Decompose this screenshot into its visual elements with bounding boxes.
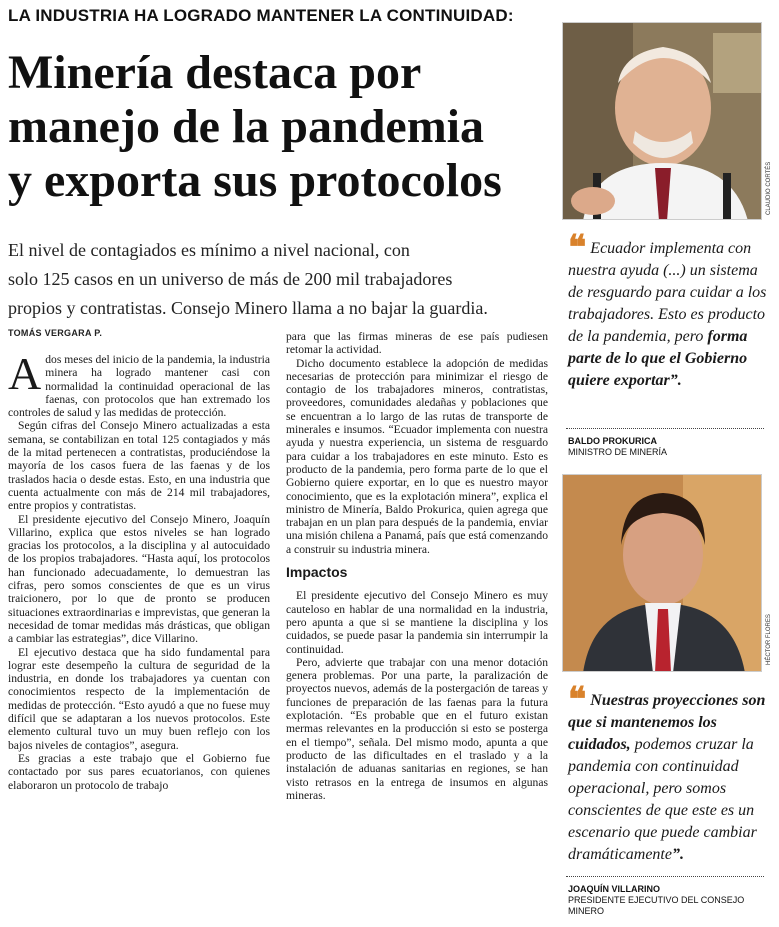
quote-text: Ecuador implementa con nuestra ayuda (...) un sistema de resguardo para cuidar a los trabajadores. Esto es producto de la pandemia, pero bbox=[568, 240, 767, 345]
quote-end: ”. bbox=[669, 372, 682, 389]
drop-cap: A bbox=[8, 348, 42, 399]
body-paragraph: Dicho documento establece la adopción de medidas necesarias de protección para minimizar el riesgo de contagio de los trabajadores mineros, contratistas, proveedores, comunidades aledañas y poblaciones que se encuentran a lo largo de las rutas de transporte de minerales e insumos. “Ecuador implementa con nuestra ayuda y nuestra experiencia, un sistema de resguardo para cuidar a los trabajadores en este minuto. Esto es producto de la pandemia, pero forma parte de lo que el Gobierno quiere exportar, en lo que es nuestro mayor conocimiento, que es la explotación minera”, explica el ministro de Minería, Baldo Prokurica, quien agrega que trabajan en un plan para después de la pandemia, enviar una misión chilena a Panamá, país que está comenzando a construir su industria minera. bbox=[286, 356, 548, 556]
headline-line: Minería destaca por bbox=[8, 46, 422, 99]
quote-attribution bbox=[568, 436, 667, 458]
quote-author-role: MINISTRO DE MINERÍA bbox=[568, 447, 668, 457]
quote-emphasis: Nuestras proyecciones son que si mantenemos los cuidados, bbox=[568, 692, 766, 753]
body-paragraph: Es gracias a este trabajo que el Gobierno fue contactado por sus pares ecuatorianos, con quienes elaboraron un protocolo de trabajo bbox=[8, 751, 270, 792]
deck-line: solo 125 casos en un universo de más de 200 mil trabajadores bbox=[8, 269, 453, 289]
body-column-right bbox=[286, 330, 548, 802]
photo-credit: HÉCTOR FLORES bbox=[766, 614, 772, 665]
body-paragraph: Según cifras del Consejo Minero actualizadas a esta semana, se contabilizan en total 125 contagiados y más de la mitad pertenecen a contratistas, produciéndose la mayoría de los casos fuera de las faenas y de los traslados hacia o desde estas. Esto, en una industria que cuenta actualmente con más de 214 mil trabajadores, entre propios y contratistas. bbox=[8, 419, 270, 513]
divider bbox=[566, 876, 764, 877]
body-paragraph: El presidente ejecutivo del Consejo Minero, Joaquín Villarino, explica que estos niveles se han logrado gracias los protocolos, a la disciplina y al autocuidado de los propios trabajadores. “Hasta aquí, los protocolos han funcionado adecuadamente, lo demuestran las cifras, pero somos conscientes de que es un virus traicionero, por lo que de pronto se producen situaciones extraordinarias e imprevistas, que generan la necesidad de tomar medidas más drásticas, que obligan a cambiar las estrategias”, dice Villarino. bbox=[8, 512, 270, 646]
quote-author: BALDO PROKURICA bbox=[568, 436, 657, 446]
headline-line: manejo de la pandemia bbox=[8, 100, 485, 153]
deck-line: propios y contratistas. Consejo Minero llama a no bajar la guardia. bbox=[8, 298, 488, 318]
quote-end: ”. bbox=[671, 846, 684, 863]
portrait-illustration bbox=[563, 23, 762, 220]
photo-credit: CLAUDIO CORTÉS bbox=[766, 161, 772, 215]
quote-mark-icon: ❝ bbox=[568, 680, 587, 720]
body-paragraph: para que las firmas mineras de ese país pudiesen retomar la actividad. bbox=[286, 330, 548, 357]
body-paragraph bbox=[8, 348, 270, 420]
portrait-illustration bbox=[563, 475, 762, 672]
body-column-left bbox=[8, 348, 270, 792]
quote-text: podemos cruzar la pandemia con continuidad operacional, pero somos conscientes de que este es un escenario que puede cambiar dramáticamente bbox=[568, 736, 757, 863]
quote-emphasis: forma parte de lo que el Gobierno quiere exportar bbox=[568, 328, 748, 389]
quote-author: JOAQUÍN VILLARINO bbox=[568, 884, 661, 894]
quote-author-role: PRESIDENTE EJECUTIVO DEL CONSEJO MINERO bbox=[568, 895, 745, 916]
body-paragraph: El presidente ejecutivo del Consejo Minero es muy cauteloso en hablar de una normalidad en la industria, pero apunta a que si se mantiene la disciplina y los cuidados, se puede pasar la pandemia sin interrumpir la continuidad. bbox=[286, 589, 548, 656]
subhead: Impactos bbox=[286, 564, 348, 581]
pull-quote-prokurica bbox=[568, 228, 768, 392]
pull-quote-villarino bbox=[568, 680, 768, 866]
headline bbox=[8, 46, 553, 208]
divider bbox=[566, 428, 764, 429]
kicker: LA INDUSTRIA HA LOGRADO MANTENER LA CONTINUIDAD: bbox=[8, 6, 514, 25]
headline-line: y exporta sus protocolos bbox=[8, 154, 502, 207]
body-paragraph: Pero, advierte que trabajar con una menor dotación genera problemas. Por una parte, la paralización de proyectos nuevos, además de la postergación de tareas y funciones de preparación de las faenas para la futura explotación. “Es probable que en el futuro existan mermas relevantes en la producción si esto se posterga en el tiempo”, señala. Del mismo modo, apunta a que producto de las dificultades en el traslado y a la instalación de aduanas sanitarias en regiones, se han visto retrasos en la entrega de insumos en algunas mineras. bbox=[286, 655, 548, 802]
photo-prokurica bbox=[562, 22, 762, 220]
paragraph-text: dos meses del inicio de la pandemia, la industria minera ha logrado mantener casi con normalidad la continuidad operacional de las faenas, con protocolos que han extremado los controles de salud y las medidas de protección. bbox=[8, 353, 270, 420]
quote-mark-icon: ❝ bbox=[568, 228, 587, 268]
deck-line: El nivel de contagiados es mínimo a nivel nacional, con bbox=[8, 240, 410, 260]
body-paragraph: El ejecutivo destaca que ha sido fundamental para lograr este desempeño la cultura de seguridad de la industria, en donde los trabajadores ya cuentan con conocimientos respecto de la implementación de medidas de protección. “Esto ayudó a que no fuese muy difícil que se adaptaran a los nuevos protocolos. Este elemento cultural tuvo un muy buen reflejo con los bajos niveles de contagios”, asegura. bbox=[8, 645, 270, 752]
byline: TOMÁS VERGARA P. bbox=[8, 328, 103, 338]
photo-villarino bbox=[562, 474, 762, 672]
quote-attribution bbox=[568, 884, 779, 917]
deck bbox=[8, 236, 548, 323]
